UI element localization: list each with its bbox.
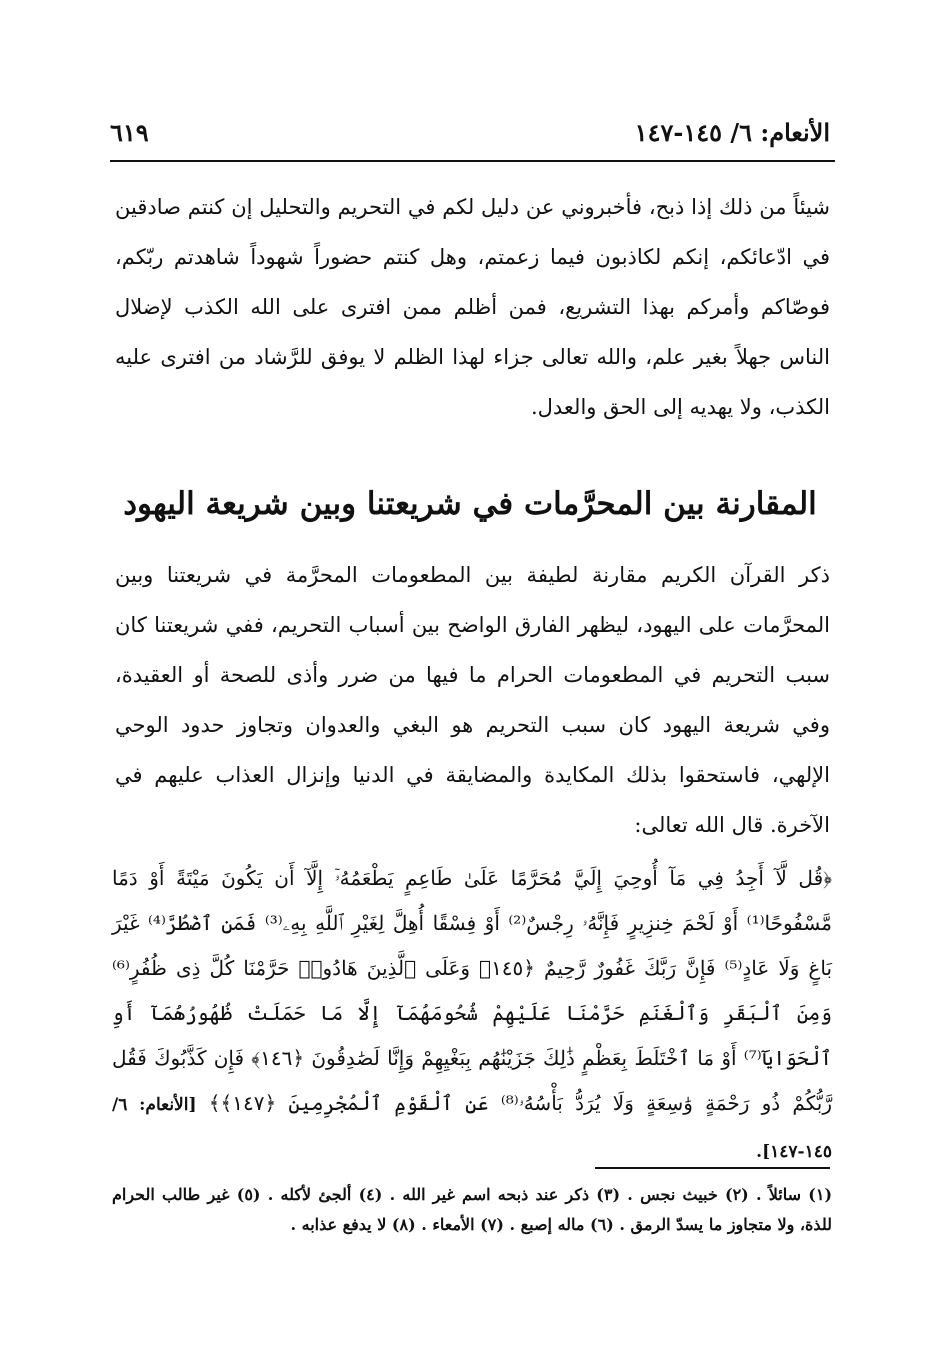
footnote-divider — [595, 1167, 830, 1169]
section-paragraph: ذكر القرآن الكريم مقارنة لطيفة بين المطعومات المحرَّمة في شريعتنا وبين المحرَّمات على اليهود، ليظهر الفارق الواضح بين أسباب التحريم، ففي شريعتنا كان سبب التحريم في المطعومات الحرام ما فيها من ضرر وأذى للصحة أو العقيدة، وفي شريعة اليهود كان سبب التحريم هو البغي والعدوان وتجاوز حدود الوحي الإلهي، فاستحقوا بذلك المكايدة والمضايقة في الدنيا وإنزال العذاب عليهم في الآخرة. قال الله تعالى: — [115, 563, 831, 837]
quran-text: ﴿قُل لَّآ أَجِدُ فِي مَآ أُوحِيَ إِلَيَّ مُحَرَّمًا عَلَىٰ طَاعِمٍ يَطْعَمُهُۥٓ إِلَّآ أَن يَكُونَ مَيْتَةً أَوْ دَمًا مَّسْفُوحًا⁽¹⁾ أَوْ لَحْمَ خِنزِيرٍ فَإِنَّهُۥ رِجْسٌ⁽²⁾ أَوْ فِسْقًا أُهِلَّ لِغَيْرِ ٱللَّهِ بِهِۦ⁽³⁾ فَمَنِ ٱضْطُرَّ⁽⁴⁾ غَيْرَ بَاغٍ وَلَا عَادٍ⁽⁵⁾ فَإِنَّ رَبَّكَ غَفُورٌ رَّحِيمٌ ﴿١٤٥﴾ وَعَلَى ٱلَّذِينَ هَادُوا۟ حَرَّمْنَا كُلَّ ذِى ظُفُرٍ⁽⁶⁾ وَمِنَ ٱلْبَقَرِ وَٱلْغَنَمِ حَرَّمْنَا عَلَيْهِمْ شُحُومَهُمَآ إِلَّا مَا حَمَلَتْ ظُهُورُهُمَآ أَوِ ٱلْحَوَايَآ⁽⁷⁾ أَوْ مَا ٱخْتَلَطَ بِعَظْمٍ ذَٰلِكَ جَزَيْنَٰهُم بِبَغْيِهِمْ وَإِنَّا لَصَٰدِقُونَ ﴿١٤٦﴾ فَإِن كَذَّبُوكَ فَقُل رَّبُّكُمْ ذُو رَحْمَةٍ وَٰسِعَةٍ وَلَا يُرَدُّ بَأْسُهُۥ⁽⁸⁾ عَنِ ٱلْقَوْمِ ٱلْمُجْرِمِينَ ﴿١٤٧﴾﴾ — [112, 866, 833, 1115]
header-title: الأنعام: ٦/ ١٤٥-١٤٧ — [634, 118, 830, 147]
footnotes: (١) سائلاً . (٢) خبيث نجس . (٣) ذكر عند ذبحه اسم غير الله . (٤) ألجئ لأكله . (٥) غير طالب الحرام للذة، ولا متجاوز ما يسدّ الرمق . (٦) ماله إصبع . (٧) الأمعاء . (٨) لا يدفع عذابه . — [112, 1185, 833, 1234]
quran-verses — [112, 856, 832, 1175]
running-header — [110, 118, 830, 158]
page-number: ٦١٩ — [110, 118, 149, 147]
header-divider — [110, 160, 835, 162]
section-heading: المقارنة بين المحرَّمات في شريعتنا وبين شريعة اليهود — [123, 486, 817, 522]
quran-reference: [الأنعام: ٦/ ١٤٥-١٤٧]. — [112, 1095, 832, 1162]
intro-paragraph: شيئاً من ذلك إذا ذبح، فأخبروني عن دليل لكم في التحريم والتحليل إن كنتم صادقين في ادّعائكم، إنكم لكاذبون فيما زعمتم، وهل كنتم حضوراً شهوداً شاهدتم ربّكم، فوصّاكم وأمركم بهذا التشريع، فمن أظلم ممن افترى على الله الكذب لإضلال الناس جهلاً بغير علم، والله تعالى جزاء لهذا الظلم لا يوفق للرَّشاد من افترى عليه الكذب، ولا يهديه إلى الحق والعدل. — [115, 195, 830, 419]
